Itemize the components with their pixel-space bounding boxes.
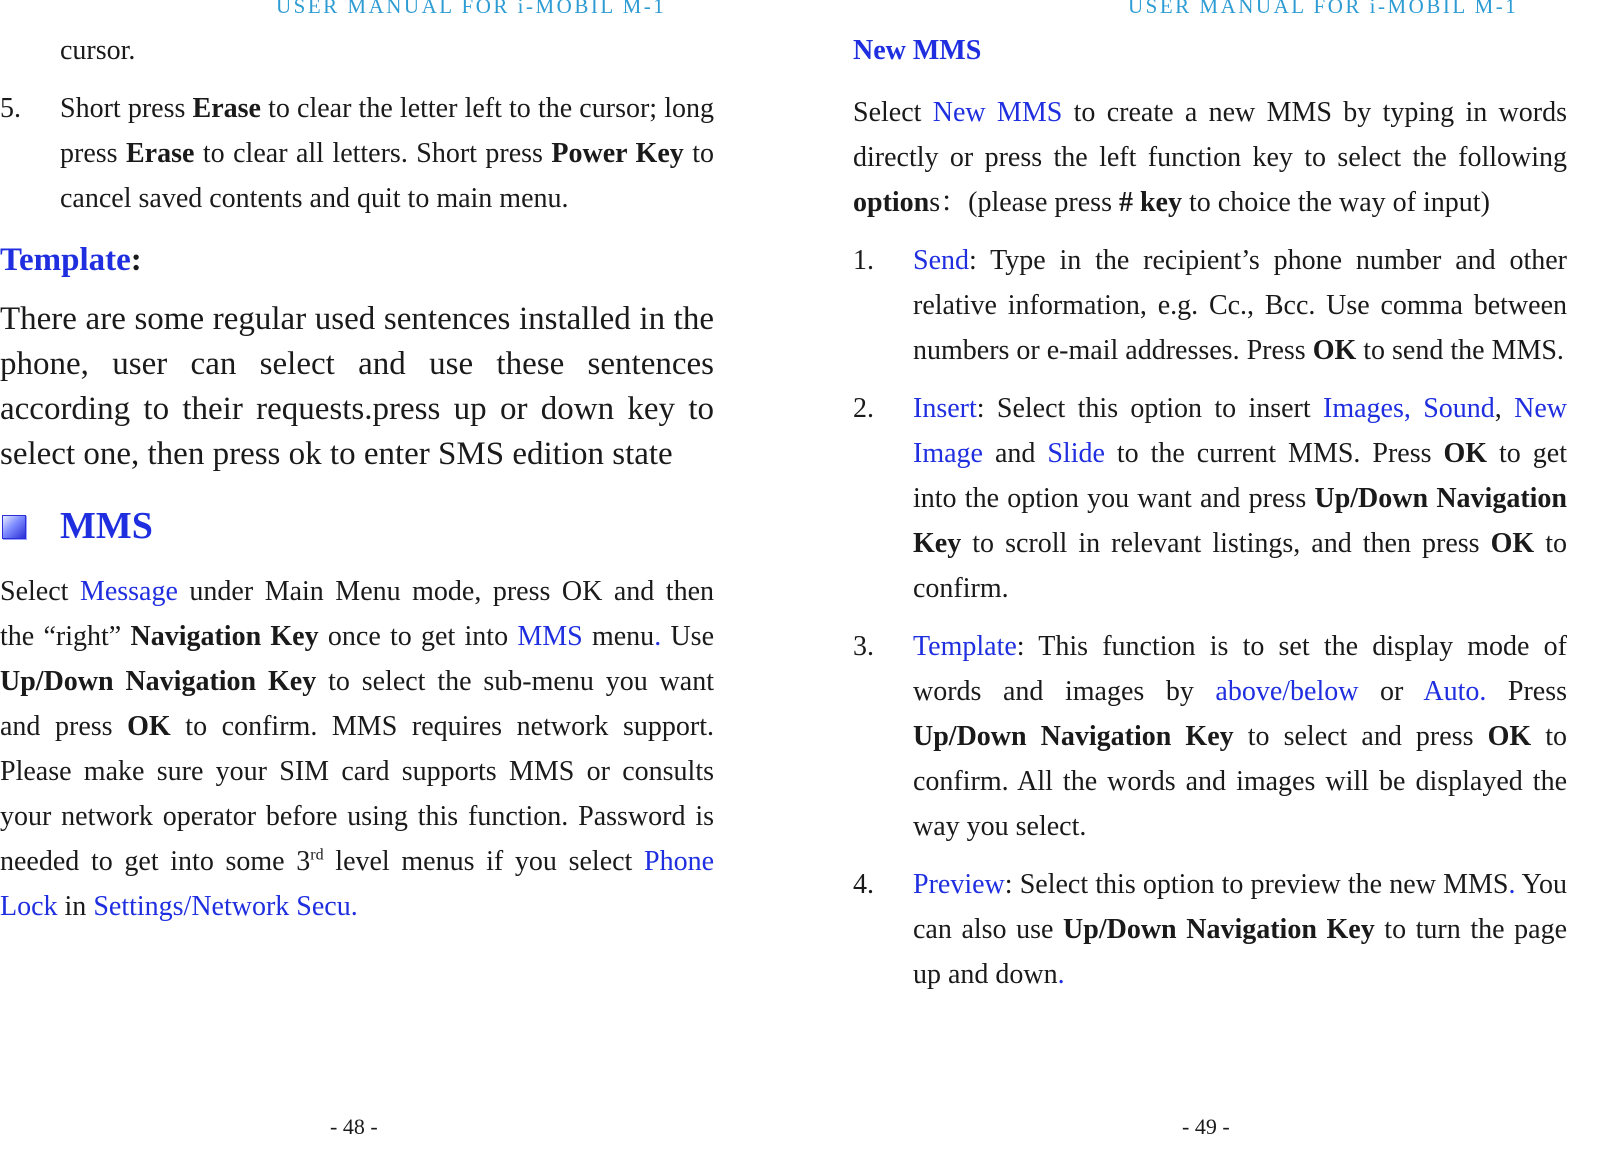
- message-link: Message: [79, 576, 178, 607]
- left-running-header: USER MANUAL FOR i-MOBIL M-1: [276, 0, 667, 18]
- mms-link: MMS: [517, 621, 583, 652]
- template-body: There are some regular used sentences installed in the phone, user can select and use these sentences according to their requests.press up or down key to select one, then press ok to enter SMS edition state: [0, 301, 714, 472]
- left-page-number: - 48 -: [330, 1114, 378, 1139]
- right-page-number: - 49 -: [1182, 1114, 1230, 1139]
- option-insert: 2. Insert: Select this option to insert Images, Sound, New Image and Slide to the current MMS. Press OK to get into the option you want and press Up/Down Navigation Key to scroll in relevant listings, and then press OK to confirm.: [853, 393, 1567, 604]
- erase-key-label: Erase: [126, 138, 195, 169]
- mms-heading: MMS: [0, 501, 714, 551]
- power-key-label: Power Key: [551, 138, 684, 169]
- template-heading: Template:: [0, 242, 142, 278]
- option-template: 3. Template: This function is to set the display mode of words and images by above/below or Auto. Press Up/Down Navigation Key to select and press OK to confirm. All the words and images will be displayed the way you select.: [853, 631, 1568, 842]
- cursor-continuation: cursor.: [60, 35, 136, 66]
- right-running-header: USER MANUAL FOR i-MOBIL M-1: [1128, 0, 1519, 18]
- option-send: 1. Send: Type in the recipient’s phone number and other relative information, e.g. Cc., Bcc. Use comma between numbers or e-mail addresses. Press OK to send the MMS.: [853, 245, 1567, 366]
- mms-paragraph: Select Message under Main Menu mode, press OK and then the “right” Navigation Key once to get into MMS menu. Use Up/Down Navigation Key to select the sub-menu you want and press OK to confirm. MMS requires network support. Please make sure your SIM card supports MMS or consults your network operator before using this function. Password is needed to get into some 3rd level menus if you select Phone Lock in Settings/Network Secu.: [0, 576, 715, 922]
- network-security-link: Settings/Network Secu.: [93, 891, 358, 922]
- new-mms-intro: Select New MMS to create a new MMS by typing in words directly or press the left function key to select the following options：(please press # key to choice the way of input): [853, 97, 1567, 218]
- bullet-square-icon: [2, 515, 26, 539]
- right-page: [853, 0, 1567, 997]
- erase-key-label: Erase: [192, 93, 261, 124]
- phone-lock-link: Phone Lock: [0, 846, 715, 922]
- list-number: 5.: [0, 93, 21, 124]
- option-preview: 4. Preview: Select this option to preview the new MMS. You can also use Up/Down Navigation Key to turn the page up and down.: [853, 869, 1567, 990]
- new-mms-heading: New MMS: [853, 35, 982, 66]
- left-page: [0, 0, 714, 929]
- list-item-5: 5. Short press Erase to clear the letter left to the cursor; long press Erase to clear all letters. Short press Power Key to cancel saved contents and quit to main menu.: [0, 86, 714, 221]
